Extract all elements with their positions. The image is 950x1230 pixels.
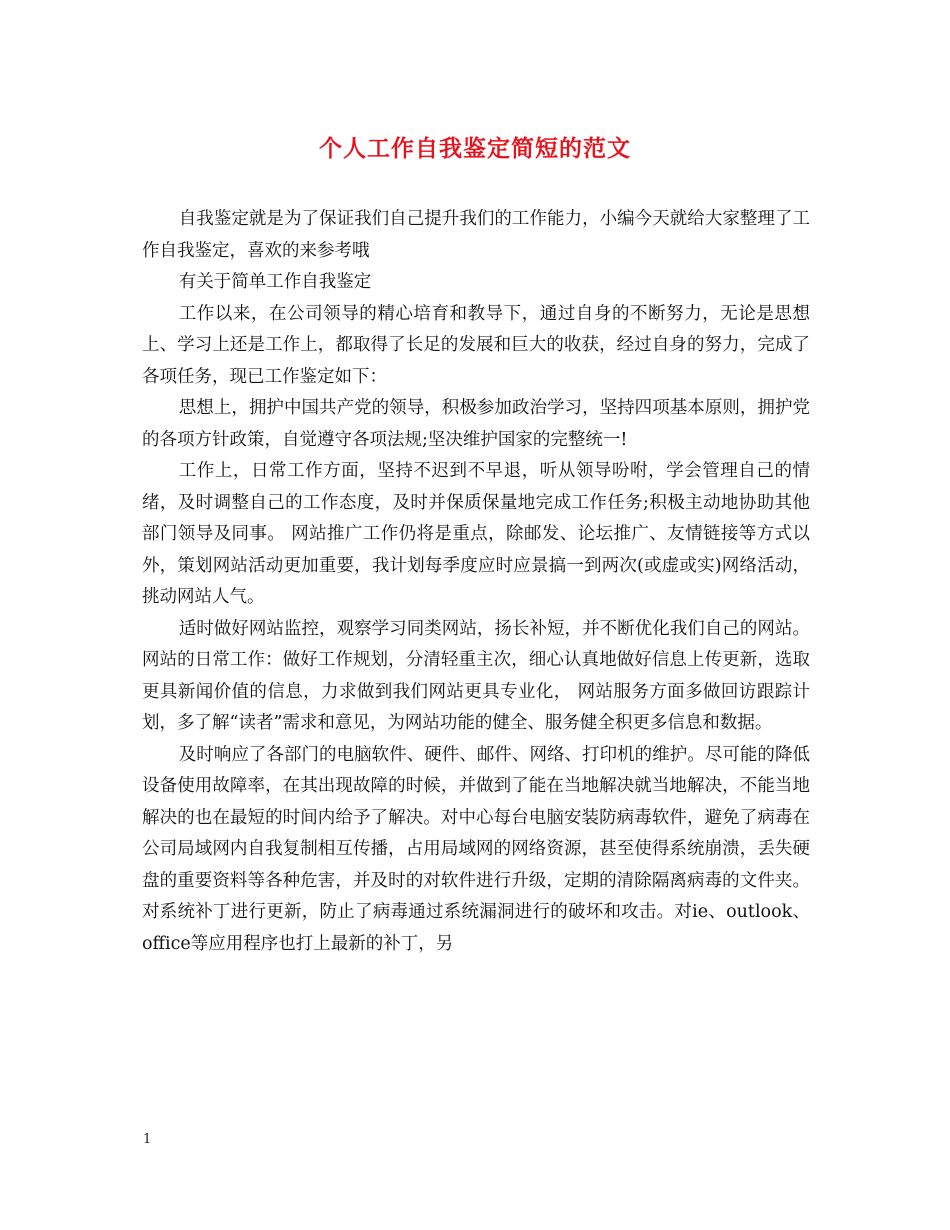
paragraph-website-monitoring: 适时做好网站监控，观察学习同类网站，扬长补短，并不断优化我们自己的网站。 网站的日常工作：做好工作规划，分清轻重主次，细心认真地做好信息上传更新，选取更具新闻价值的信息，力求做到我们网站更具专业化， 网站服务方面多做回访跟踪计划，多了解“读者”需求和意见，为网站功能的健全、服务健全积更多信息和数据。 xyxy=(142,618,810,733)
paragraph-intro: 自我鉴定就是为了保证我们自己提升我们的工作能力，小编今天就给大家整理了工作自我鉴定，喜欢的来参考哦 xyxy=(142,209,810,261)
paragraph-ideology: 思想上，拥护中国共产党的领导，积极参加政治学习，坚持四项基本原则，拥护党的各项方针政策，自觉遵守各项法规;坚决维护国家的完整统一! xyxy=(142,398,810,450)
page-title: 个人工作自我鉴定简短的范文 xyxy=(319,136,631,162)
paragraph-daily-work: 工作上，日常工作方面，坚持不迟到不早退，听从领导吩咐，学会管理自己的情绪，及时调整自己的工作态度，及时并保质保量地完成工作任务;积极主动地协助其他部门领导及同事。 网站推广工作仍将是重点，除邮发、论坛推广、友情链接等方式以外，策划网站活动更加重要，我计划每季度应时应景搞一到两次(或虚或实)网络活动，挑动网站人气。 xyxy=(142,461,810,607)
document-body xyxy=(142,204,810,960)
paragraph-it-maintenance: 及时响应了各部门的电脑软件、硬件、邮件、网络、打印机的维护。尽可能的降低设备使用故障率，在其出现故障的时候，并做到了能在当地解决就当地解决，不能当地解决的也在最短的时间内给予了解决。对中心每台电脑安装防病毒软件，避免了病毒在公司局域网内自我复制相互传播，占用局域网的网络资源，甚至使得系统崩溃，丢失硬盘的重要资料等各种危害，并及时的对软件进行升级，定期的清除隔离病毒的文件夹。对系统补丁进行更新，防止了病毒通过系统漏洞进行的破坏和攻击。对ie、outlook、office等应用程序也打上最新的补丁，另 xyxy=(142,744,810,954)
page-number: 1 xyxy=(143,1132,152,1147)
paragraph-subheading: 有关于简单工作自我鉴定 xyxy=(178,272,372,292)
paragraph-work-overview: 工作以来，在公司领导的精心培育和教导下，通过自身的不断努力，无论是思想上、学习上还是工作上，都取得了长足的发展和巨大的收获，经过自身的努力，完成了各项任务，现已工作鉴定如下： xyxy=(142,303,810,387)
